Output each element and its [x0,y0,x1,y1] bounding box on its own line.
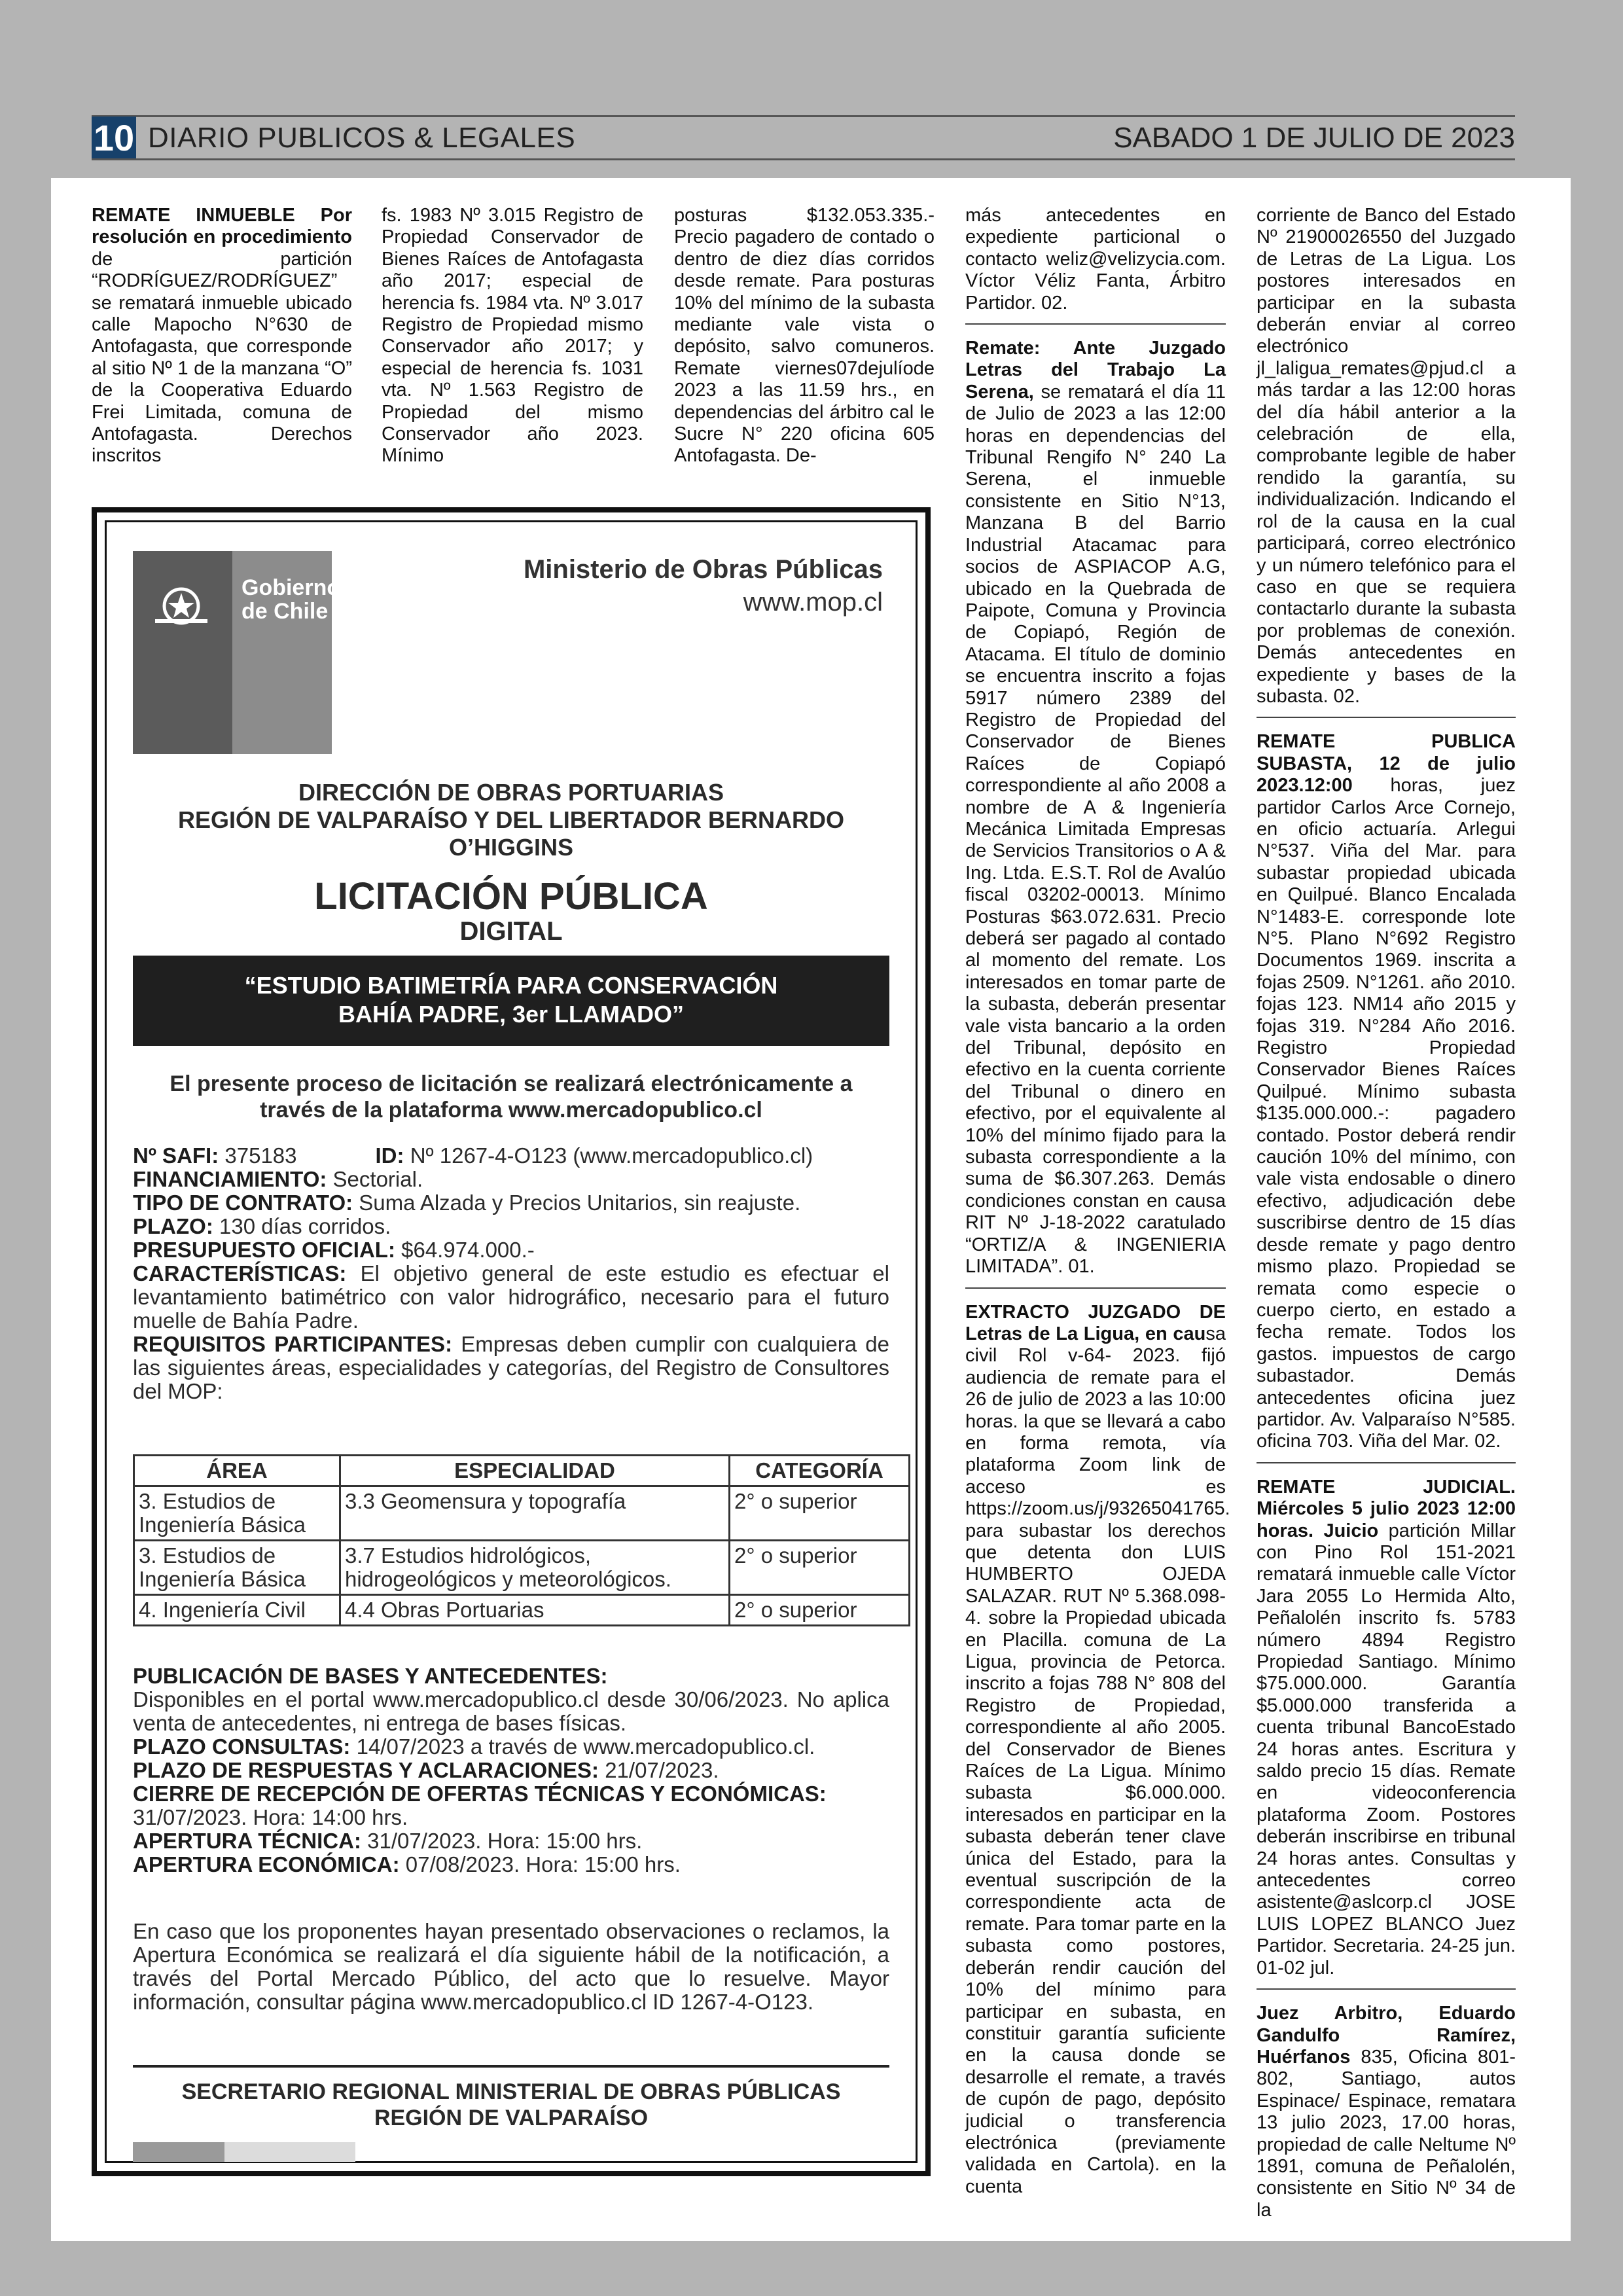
cierre-value: 31/07/2023. Hora: 14:00 hrs. [133,1805,408,1829]
economica-value: 07/08/2023. Hora: 15:00 hrs. [405,1852,681,1876]
notice-separator [965,323,1226,325]
intro-line-1: El presente proceso de licitación se realizará electrónicamente a [169,1071,853,1096]
cierre-label: CIERRE DE RECEPCIÓN DE OFERTAS TÉCNICAS Y ECONÓMICAS: [133,1782,827,1806]
ministry-name: Ministerio de Obras Públicas [523,555,883,584]
gobierno-logo-text [241,576,340,623]
column-4 [965,205,1230,2198]
notice-remate-la-serena [965,338,1226,1278]
apertura-economica-row [133,1853,889,1876]
respuestas-value: 21/07/2023. [605,1758,719,1782]
table-header-categoria: CATEGORÍA [730,1456,910,1486]
observations-note: En caso que los proponentes hayan presentado observaciones o reclamos, la Apertura Económica se realizará el día siguiente hábil de la notificación, a través del Portal Mercado Público, del acto que lo resuelve. Mayor información, consultar página www.mercadopublico.cl ID 1267-4-O123. [133,1919,889,2014]
banner-line-1: “ESTUDIO BATIMETRÍA PARA CONSERVACIÓN [244,972,778,999]
footer-color-bar-light [224,2142,355,2162]
pub-label: PUBLICACIÓN DE BASES Y ANTECEDENTES: [133,1664,608,1688]
tender-subtitle: DIGITAL [459,917,563,946]
page-number: 10 [92,117,136,160]
tipo-contrato-row [133,1191,889,1215]
notice-lead: Remate: Ante Juzgado Letras del Trabajo La Serena, [965,338,1226,403]
cierre-row [133,1782,889,1829]
notice-body: horas, juez partidor Carlos Arce Cornejo, en oficio actuaría. Arlegui N°537. Viña del Mar. para subastar propiedad ubicada en Quilpué. Blanco Encalada N°1483-E. corresponde lote N°5. Plano N°692 Registro Documentos 1969. inscrita a fojas 2509. N°1261. año 2010. fojas 123. NM14 año 2015 y fojas 319. N°284 Año 2016. Registro Propiedad Conservador Bienes Raíces Quilpué. Mínimo subasta $135.000.000.-: pagadero contado. Postor deberá rendir caución 10% del mínimo, con vale vista endosable o dinero efectivo, adjudicación debe suscribirse dentro de 15 días desde remate y pago dentro mismo plazo. Propiedad se remata como especie o cuerpo cierto, en estado a fecha remate. Todos los gastos. impuestos de cargo subastador. Demás antecedentes oficina juez partidor. Av. Valparaíso N°585. oficina 703. Viña del Mar. 02. [1257,775,1516,1452]
consultas-value: 14/07/2023 a través de www.mercadopublico.cl. [356,1734,815,1759]
direccion-line-3: O’HIGGINS [448,834,574,861]
carac-value: El objetivo general de este estudio es efectuar el levantamiento batimétrico con valor hidrográfico, necesario para el futuro muelle de Bahía Padre. [133,1261,889,1333]
notice-body: 835, Oficina 801-802, Santiago, autos Espinace/ Espinace, rematara 13 julio 2023, 17.00 horas, propiedad de calle Neltume Nº 1891, comuna de Peñalolén, consistente en Sitio Nº 34 de la [1257,2046,1516,2221]
carac-label: CARACTERÍSTICAS: [133,1261,347,1285]
intro-line-2: través de la plataforma www.mercadopublico.cl [260,1098,762,1122]
id-label: ID: [375,1143,404,1168]
notice-separator [1257,1988,1516,1990]
column-2 [382,205,643,467]
tipo-value: Suma Alzada y Precios Unitarios, sin reajuste. [359,1191,801,1215]
table-header-row [134,1456,910,1486]
project-name-banner [133,956,889,1046]
economica-label: APERTURA ECONÓMICA: [133,1852,400,1876]
table-cell-area: 3. Estudios de Ingeniería Básica [134,1541,340,1595]
logo-line-2: de Chile [241,599,329,624]
notice-lead: Juez Arbitro, Eduardo Gandulfo Ramírez, Huérfanos [1257,2003,1516,2068]
notice-continuation: más antecedentes en expediente particional o contacto weliz@velizycia.com. Víctor Véliz Fanta, Árbitro Partidor. 02. [965,205,1226,314]
notice-remate-antofagasta [92,205,352,467]
safi-label: Nº SAFI: [133,1143,219,1168]
table-cell-categoria: 2° o superior [730,1595,910,1626]
publicacion-row [133,1664,889,1735]
ad-inner-frame [105,520,918,2163]
table-row [134,1541,910,1595]
plazo-label: PLAZO: [133,1214,213,1238]
table-row [134,1595,910,1626]
req-label: REQUISITOS PARTICIPANTES: [133,1332,453,1356]
financiamiento-row [133,1168,889,1191]
schedule-details [133,1664,889,1876]
notice-juez-arbitro [1257,2003,1516,2221]
footer-line-2: REGIÓN DE VALPARAÍSO [374,2106,649,2130]
issue-date: SABADO 1 DE JULIO DE 2023 [1113,122,1515,154]
column-1 [92,205,352,467]
notice-body: sa civil Rol v-64- 2023. fijó audiencia de remate para el 26 de julio de 2023 a las 10:00 horas. la que se llevará a cabo en forma remota, vía plataforma Zoom link de acceso es https://zoom.us/j/93265041765. para subastar los derechos que detenta don LUIS HUMBERTO OJEDA SALAZAR. RUT Nº 5.368.098-4. sobre la Propiedad ubicada en Placilla. comuna de La Ligua, provincia de Petorca. inscrito a fojas 788 N° 808 del Registro de Propiedad, correspondiente al año 2005. del Conservador de Bienes Raíces de La Ligua. Mínimo subasta $6.000.000. interesados en participar en la subasta deberán tener clave única del Estado, para la eventual suscripción de la correspondiente acta de remate. Para tomar parte en la subasta como postores, deberán rendir caución del 10% del mínimo para participar en subasta, en constituir garantía suficiente en la causa donde se desarrolle el remate, a través de cupón de pago, depósito judicial o transferencia electrónica (previamente validada en Cartola). en la cuenta [965,1323,1230,2197]
table-cell-especialidad: 3.7 Estudios hidrológicos, hidrogeológicos y meteorológicos. [340,1541,730,1595]
notice-lead: REMATE INMUEBLE Por resolución en procedimiento [92,205,352,248]
req-value: Empresas deben cumplir con cualquiera de las siguientes áreas, especialidades y categorías, del Registro de Consultores del MOP: [133,1332,890,1403]
pub-value: Disponibles en el portal www.mercadopublico.cl desde 30/06/2023. No aplica venta de antecedentes, ni entrega de bases físicas. [133,1687,889,1735]
tipo-label: TIPO DE CONTRATO: [133,1191,353,1215]
banner-line-2: BAHÍA PADRE, 3er LLAMADO” [338,1001,685,1028]
safi-value: 375183 [224,1143,297,1168]
safi-row [133,1144,889,1168]
table-header-especialidad: ESPECIALIDAD [340,1456,730,1486]
tecnica-value: 31/07/2023. Hora: 15:00 hrs. [367,1829,643,1853]
notice-separator [1257,717,1516,718]
tecnica-label: APERTURA TÉCNICA: [133,1829,361,1853]
header-top-rule [92,115,1515,117]
notice-separator [1257,1462,1516,1463]
consultas-row [133,1735,889,1759]
consultas-label: PLAZO CONSULTAS: [133,1734,351,1759]
table-cell-especialidad: 3.3 Geomensura y topografía [340,1486,730,1541]
section-title: DIARIO PUBLICOS & LEGALES [148,122,576,154]
notice-continuation: fs. 1983 Nº 3.015 Registro de Propiedad Conservador de Bienes Raíces de Antofagasta año 2017; especial de herencia fs. 1984 vta. Nº 3.017 Registro de Propiedad mismo Conservador año 2017; y especial de herencia fs. 1031 vta. Nº 1.563 Registro de Propiedad del mismo Conservador año 2023. Mínimo [382,205,643,467]
notice-remate-judicial [1257,1477,1516,1979]
direccion-line-1: DIRECCIÓN DE OBRAS PORTUARIAS [298,779,724,806]
logo-line-1: Gobierno [241,575,341,600]
fin-value: Sectorial. [332,1167,423,1191]
table-cell-area: 3. Estudios de Ingeniería Básica [134,1486,340,1541]
notice-continuation: corriente de Banco del Estado Nº 21900026550 del Juzgado de Letras de La Ligua. Los postores interesados en participar en la subasta deberán enviar al correo electrónico jl_laligua_remates@pjud.cl a más tardar a las 12:00 horas del día hábil anterior a la celebración de ella, comprobante legible de haber rendido la garantía, su individualización. Indicando el rol de la causa en la cual participará, correo electrónico y un número telefónico para el caso en que se requiera contactarlo durante la subasta por problemas de conexión. Demás antecedentes en expediente y bases de la subasta. 02. [1257,205,1516,707]
table-cell-area: 4. Ingeniería Civil [134,1595,340,1626]
id-value: Nº 1267-4-O123 (www.mercadopublico.cl) [410,1143,813,1168]
respuestas-row [133,1759,889,1782]
header-bottom-rule [92,158,1515,160]
table-row [134,1486,910,1541]
notice-continuation: posturas $132.053.335.- Precio pagadero de contado o dentro de diez días corridos desde remate. Para posturas 10% del mínimo de la subasta mediante vale vista o depósito, salvo comuneros. Remate viernes07dejulíode 2023 a las 11.59 hrs., en dependencias del árbitro cal le Sucre N° 220 oficina 605 Antofagasta. De- [674,205,935,467]
table-cell-especialidad: 4.4 Obras Portuarias [340,1595,730,1626]
apertura-tecnica-row [133,1829,889,1853]
plazo-value: 130 días corridos. [219,1214,391,1238]
presupuesto-label: PRESUPUESTO OFICIAL: [133,1238,395,1262]
caracteristicas-row [133,1262,889,1333]
registry-requirements-table [133,1454,910,1626]
ministry-url: www.mop.cl [743,588,883,617]
notice-body: de partición “RODRÍGUEZ/RODRÍGUEZ” se rematará inmueble ubicado calle Mapocho N°630 de Antofagasta, que corresponde al sitio Nº 1 de la manzana “O” de la Cooperativa Eduardo Frei Limitada, comuna de Antofagasta. Derechos inscritos [92,248,352,467]
ad-footer-signature [133,2079,889,2131]
platform-intro [133,1071,889,1123]
mop-tender-advertisement [92,507,931,2176]
footer-rule [133,2065,889,2068]
respuestas-label: PLAZO DE RESPUESTAS Y ACLARACIONES: [133,1758,599,1782]
notice-extracto-la-ligua [965,1301,1230,2198]
notice-body: partición Millar con Pino Rol 151-2021 rematará inmueble calle Víctor Jara 2055 Lo Hermida Alto, Peñalolén inscrito fs. 5783 número 4894 Registro Propiedad Santiago. Mínimo $75.000.000. Garantía $5.000.000 transferida a cuenta tribunal BancoEstado 24 horas antes. Escritura y saldo precio 15 días. Remate en videoconferencia plataforma Zoom. Postores deberán inscribirse en tribunal 24 horas antes. Consultas y antecedentes correo asistente@aslcorp.cl JOSE LUIS LOPEZ BLANCO Juez Partidor. Secretaria. 24-25 jun. 01-02 jul. [1257,1520,1516,1979]
notice-lead: EXTRACTO JUZGADO DE Letras de La Ligua, en cau [965,1301,1226,1344]
notice-lead: REMATE PUBLICA SUBASTA, 12 de julio 2023.12:00 [1257,731,1516,797]
table-cell-categoria: 2° o superior [730,1486,910,1541]
notice-body: se rematará el día 11 de Julio de 2023 a las 12:00 horas en dependencias del Tribunal Rengifo N° 240 La Serena, el inmueble consistente en Sitio N°13, Manzana B del Barrio Industrial Atacamac para socios de ASPIACOP A.G, ubicado en la Quebrada de Paipote, Comuna y Provincia de Copiapó, Región de Atacama. El título de dominio se encuentra inscrito a fojas 5917 número 2389 del Registro de Propiedad del Conservador de Bienes Raíces de Copiapó correspondiente al año 2008 a nombre de A & Ingeniería Mecánica Limitada Empresas de Servicios Transitorios o A & Ing. Ltda. E.S.T. Rol de Avalúo fiscal 03202-00013. Mínimo Posturas $63.072.631. Precio deberá ser pagado al contado al momento del remate. Los interesados en tomar parte de la subasta, deberán presentar vale vista bancario a la orden del Tribunal, depósito en efectivo en la cuenta corriente del Tribunal o dinero en efectivo, por el equivalente al 10% del mínimo fijado para la subasta correspondiente a la suma de $6.307.263. Demás condiciones constan en causa RIT Nº J-18-2022 caratulado “ORTIZ/A & INGENIERIA LIMITADA”. 01. [965,381,1226,1278]
table-header-area: ÁREA [134,1456,340,1486]
requisitos-row [133,1333,889,1403]
notice-remate-quilpue [1257,731,1516,1452]
footer-line-1: SECRETARIO REGIONAL MINISTERIAL DE OBRAS PÚBLICAS [181,2079,841,2104]
presupuesto-row [133,1238,889,1262]
plazo-row [133,1215,889,1238]
direccion-line-2: REGIÓN DE VALPARAÍSO Y DEL LIBERTADOR BERNARDO [177,806,845,833]
notice-separator [965,1287,1226,1289]
footer-color-bar [133,2142,224,2162]
column-5 [1257,205,1516,2221]
notice-lead: REMATE JUDICIAL. Miércoles 5 julio 2023 12:00 horas. Juicio [1257,1476,1516,1541]
direccion-heading [133,779,889,861]
coat-of-arms-icon [149,573,214,639]
presupuesto-value: $64.974.000.- [401,1238,535,1262]
table-cell-categoria: 2° o superior [730,1541,910,1595]
tender-details [133,1144,889,1403]
fin-label: FINANCIAMIENTO: [133,1167,327,1191]
tender-title: LICITACIÓN PÚBLICA [314,875,708,918]
column-3 [674,205,935,467]
